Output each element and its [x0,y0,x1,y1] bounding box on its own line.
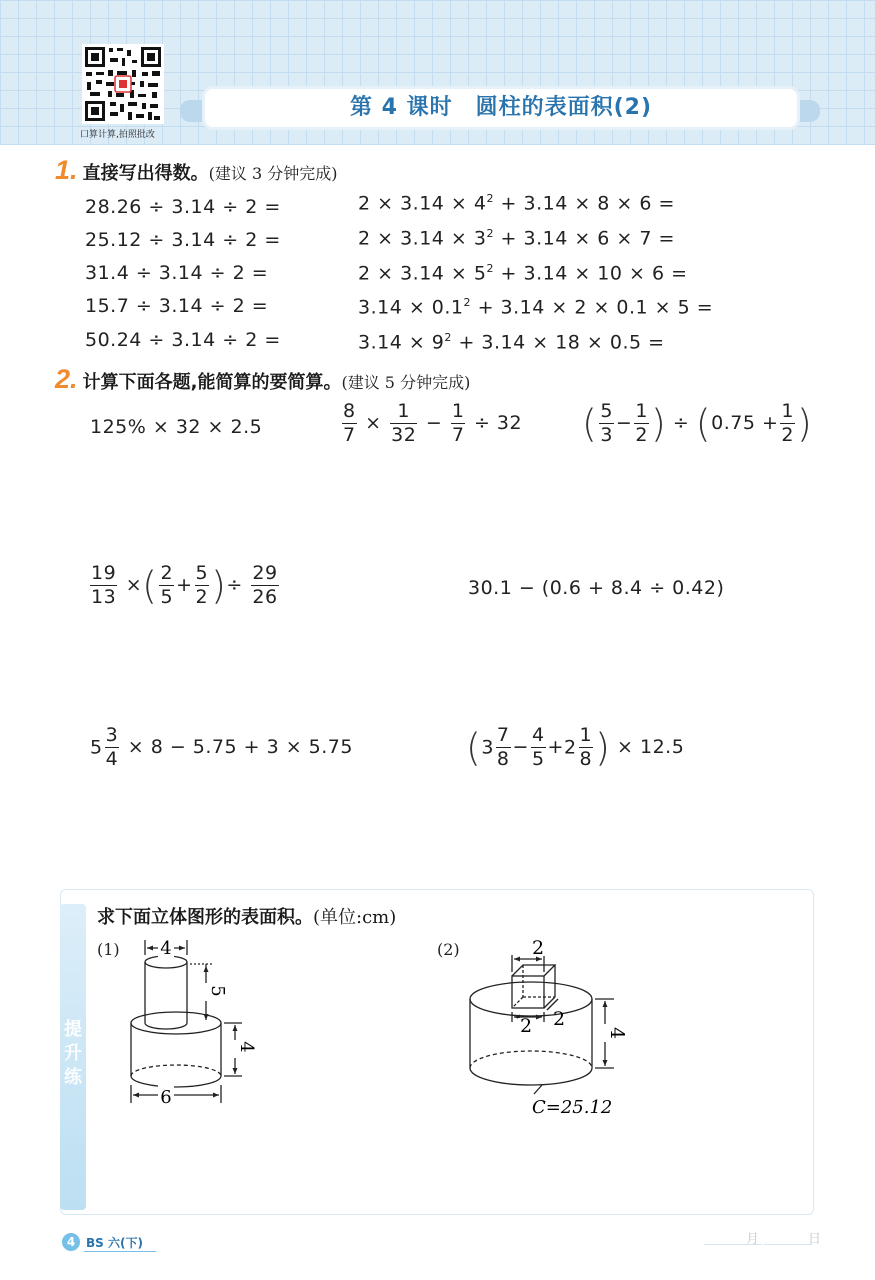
s1-right-3: $2 \times 3.14 \times 5^2 + 3.14 \times 10 \times 6$ = [358,262,688,285]
section-1-number: 1. [55,155,78,185]
month-label: 月 [746,1232,760,1247]
s1-right-4: $3.14 \times 0.1^2 + 3.14 \times 2 \times 0.1 \times 5$ = [358,296,714,319]
section-1-title: 直接写出得数。 [82,163,209,184]
s1-left-2: 25.12 ÷ 3.14 ÷ 2 = [85,229,281,251]
section-2-number: 2. [55,364,78,394]
s2-problem-2: $\frac{8}{7}$ × $\frac{1}{32}$ − $\frac{1}{7}$ ÷ 32 [343,400,523,446]
page-title: 第 4 课时 圆柱的表面积(2) [349,95,653,120]
day-line [764,1244,812,1245]
day-label: 日 [808,1232,822,1247]
s2-problem-3: ( $\frac{5}{3}$ − $\frac{1}{2}$ ) ÷ (0.75 + $\frac{1}{2}$ ) [582,400,813,446]
fig2-cyl-height: 4 [606,1026,628,1040]
extension-side-label: 提升练 [64,1019,82,1088]
s1-left-3: 31.4 ÷ 3.14 ÷ 2 = [85,262,269,284]
figure-2-label: (2) [437,940,460,959]
edition-underline [84,1251,156,1252]
fig1-bottom-diameter: 6 [160,1087,172,1108]
fig1-top-diameter: 4 [160,938,172,959]
s2-problem-5: 30.1 − (0.6 + 8.4 ÷ 0.42) [468,577,725,599]
s2-problem-6: 5 $\frac{3}{4}$ × 8 − 5.75 + 3 × 5.75 [90,724,353,770]
edition-label: BS 六(下) [86,1236,143,1250]
figure-1-diagram [120,935,257,1110]
fig2-cube-top: 2 [531,937,545,959]
figure-2-diagram [460,932,640,1122]
qr-caption: 口算计算,拍照批改 [80,130,155,140]
fig1-bottom-height: 4 [236,1041,257,1053]
fig2-circumference: C=25.12 [532,1097,613,1118]
s1-left-4: 15.7 ÷ 3.14 ÷ 2 = [85,295,269,317]
s1-left-5: 50.24 ÷ 3.14 ÷ 2 = [85,329,281,351]
s1-right-1: $2 \times 3.14 \times 4^2 + 3.14 \times 8 \times 6$ = [358,192,675,215]
section-2-note: (建议 5 分钟完成) [341,373,471,392]
s1-left-1: 28.26 ÷ 3.14 ÷ 2 = [85,196,281,218]
s2-problem-7: (3 $\frac{7}{8}$ − $\frac{4}{5}$ +2 $\frac{1}{8}$ ) × 12.5 [466,724,685,770]
fig2-cube-depth: 2 [552,1008,566,1030]
s2-problem-1: 125% × 32 × 2.5 [90,416,263,438]
figure-1-label: (1) [97,940,120,959]
section-1-header [55,155,337,186]
page-number-badge: 4 [62,1233,80,1251]
section-2-title: 计算下面各题,能简算的要简算。 [82,372,342,393]
section-2-header [55,364,470,395]
s1-right-5: $3.14 \times 9^2 + 3.14 \times 18 \times 0.5$ = [358,331,665,354]
fig2-cube-front: 2 [519,1015,533,1037]
s1-right-2: $2 \times 3.14 \times 3^2 + 3.14 \times 6 \times 7$ = [358,227,675,250]
qr-code[interactable] [82,44,164,124]
extension-title: 求下面立体图形的表面积。(单位:cm) [97,907,397,928]
fig1-top-height: 5 [207,985,228,997]
section-1-note: (建议 3 分钟完成) [208,164,338,183]
s2-problem-4: $\frac{19}{13}$ ×( $\frac{2}{5}$ + $\frac{5}{2}$ )÷ $\frac{29}{26}$ [91,562,278,608]
